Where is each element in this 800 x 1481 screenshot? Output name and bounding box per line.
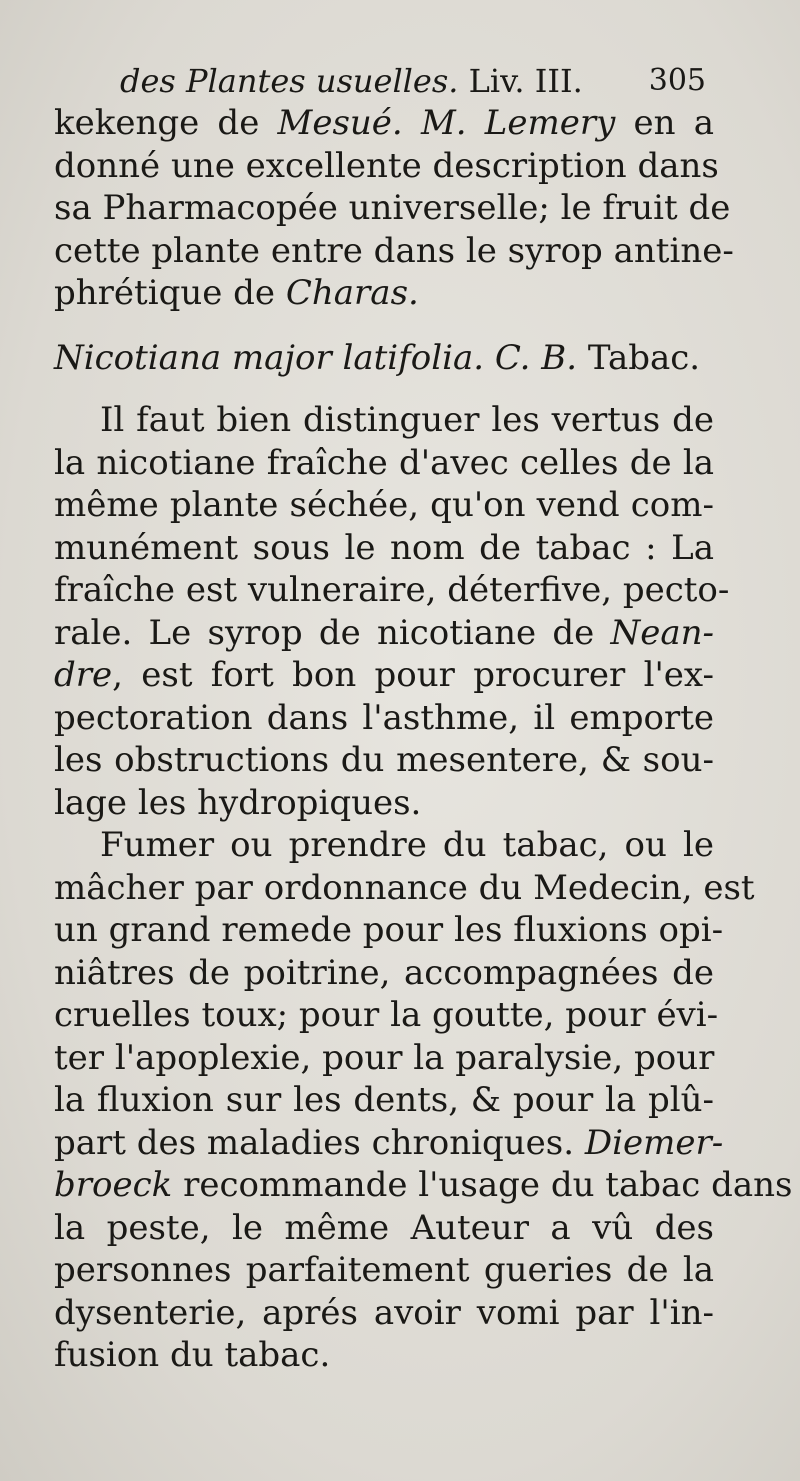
text-run: fusion du tabac. bbox=[54, 1335, 331, 1375]
text-run: Il faut bien distinguer les vertus de bbox=[100, 400, 714, 440]
text-line bbox=[54, 1249, 714, 1292]
text-run: phrétique de bbox=[54, 273, 286, 313]
text-run: la nicotiane fraîche d'avec celles de la bbox=[54, 442, 714, 483]
text-run: même plante séchée, qu'on vend com- bbox=[54, 485, 714, 525]
text-run: niâtres de poitrine, accompagnées de bbox=[54, 952, 714, 993]
text-line bbox=[54, 909, 724, 952]
text-line bbox=[54, 145, 719, 188]
paragraph-virtues bbox=[54, 399, 730, 824]
text-line bbox=[54, 1037, 714, 1080]
text-line bbox=[54, 527, 714, 570]
text-run: munément sous le nom de tabac : La bbox=[54, 527, 714, 568]
running-header bbox=[54, 60, 714, 102]
text-run: la fluxion sur les dents, & pour la plû- bbox=[54, 1080, 714, 1120]
text-line bbox=[54, 187, 731, 230]
italic-text: Nean- bbox=[610, 612, 714, 653]
paragraph-smoking bbox=[54, 824, 793, 1377]
text-line bbox=[54, 782, 714, 825]
text-line bbox=[54, 824, 714, 867]
italic-text: Charas. bbox=[285, 273, 419, 313]
text-line bbox=[54, 867, 755, 910]
text-line bbox=[54, 1292, 714, 1335]
text-line bbox=[54, 739, 714, 782]
book-number: Liv. III. bbox=[468, 62, 583, 100]
running-title: des Plantes usuelles. bbox=[120, 62, 459, 100]
text-run: rale. Le syrop de nicotiane de bbox=[54, 612, 611, 653]
paragraph-continued bbox=[54, 102, 734, 315]
text-run: fraîche est vulneraire, déterfive, pecto- bbox=[54, 570, 730, 610]
entry-heading bbox=[54, 337, 714, 380]
text-run: les obstructions du mesentere, & sou- bbox=[54, 740, 714, 780]
italic-text: Mesué. M. Lemery bbox=[277, 103, 616, 143]
text-line bbox=[54, 484, 714, 527]
text-line bbox=[54, 1079, 714, 1122]
text-line bbox=[54, 569, 730, 612]
text-line bbox=[54, 272, 714, 315]
text-line bbox=[54, 102, 714, 145]
text-run: la peste, le même Auteur a vû des bbox=[54, 1207, 714, 1248]
text-run: , est fort bon pour procurer l'ex- bbox=[112, 655, 714, 695]
text-run: pectoration dans l'asthme, il emporte bbox=[54, 697, 714, 738]
text-run: mâcher par ordonnance du Medecin, est bbox=[54, 867, 755, 908]
common-plant-name: Tabac. bbox=[587, 337, 701, 378]
text-run: lage les hydropiques. bbox=[54, 782, 422, 823]
text-run: un grand remede pour les fluxions opi- bbox=[54, 910, 724, 950]
italic-text: broeck bbox=[54, 1165, 173, 1205]
text-run: cette plante entre dans le syrop antine- bbox=[54, 230, 734, 271]
italic-text: dre bbox=[54, 655, 113, 695]
text-run: ter l'apoplexie, pour la paralysie, pour bbox=[54, 1037, 715, 1078]
page-text-block bbox=[54, 60, 793, 1377]
text-line bbox=[54, 654, 714, 697]
latin-plant-name: Nicotiana major latifolia. C. B. bbox=[54, 337, 578, 378]
page-number: 305 bbox=[648, 63, 706, 98]
text-run: Fumer ou prendre du tabac, ou le bbox=[100, 825, 714, 865]
text-line bbox=[54, 1207, 714, 1250]
text-run: part des maladies chroniques. bbox=[54, 1122, 585, 1163]
text-run: sa Pharmacopée universelle; le fruit de bbox=[54, 188, 731, 228]
text-run: personnes parfaitement gueries de la bbox=[54, 1250, 714, 1290]
text-line bbox=[54, 442, 714, 485]
text-line bbox=[54, 1334, 714, 1377]
text-line bbox=[54, 697, 714, 740]
text-line bbox=[54, 230, 734, 273]
text-line bbox=[54, 612, 714, 655]
text-line bbox=[54, 952, 714, 995]
text-line bbox=[54, 994, 719, 1037]
italic-text: Diemer- bbox=[584, 1122, 724, 1163]
text-run: cruelles toux; pour la goutte, pour évi- bbox=[54, 995, 719, 1035]
text-line bbox=[54, 1122, 724, 1165]
text-run: en a bbox=[615, 103, 714, 143]
text-run: donné une excellente description dans bbox=[54, 145, 719, 186]
text-run: recommande l'usage du tabac dans bbox=[172, 1165, 793, 1205]
text-line bbox=[54, 399, 714, 442]
text-line bbox=[54, 1164, 793, 1207]
text-run: dysenterie, aprés avoir vomi par l'in- bbox=[54, 1292, 714, 1333]
text-run: kekenge de bbox=[54, 103, 278, 143]
